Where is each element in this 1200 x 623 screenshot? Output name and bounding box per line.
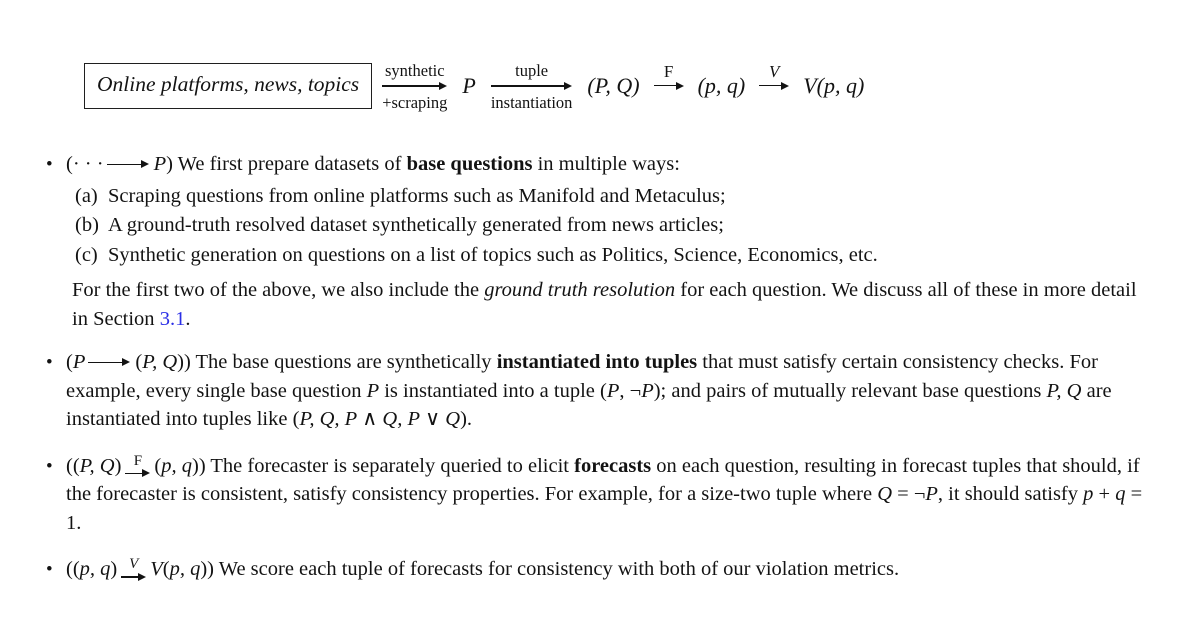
text-run: p, q — [79, 558, 111, 580]
arrow-shaft-icon — [382, 81, 447, 92]
arrow-bottom-label: instantiation — [490, 92, 573, 112]
arrow-bottom-label: +scraping — [382, 92, 448, 112]
text-run: (· · · — [66, 153, 104, 175]
text-run: P, Q — [142, 351, 178, 373]
text-run: P, Q, P — [299, 408, 358, 430]
text-run: , it should satisfy — [937, 483, 1084, 505]
list-item-text: Synthetic generation on questions on a list of topics such as Politics, Science, Economics, etc. — [108, 243, 878, 266]
node-P: P — [462, 72, 476, 98]
synthetic-scraping-arrow — [382, 61, 447, 112]
text-run: p, q — [169, 558, 201, 580]
text-run: ∨ — [420, 408, 446, 430]
list-item-label: (c) — [75, 243, 98, 266]
violation-arrow — [759, 63, 789, 91]
text-run: for each question. We discuss all of these in more detail in Section — [72, 279, 1137, 330]
text-run: ) — [110, 558, 118, 580]
list-item-text: A ground-truth resolved dataset synthetically generated from news articles; — [108, 214, 724, 236]
node-PQ: (P, Q) — [587, 72, 640, 98]
text-run: )) We score each tuple of forecasts for consistency with both of our violation metrics. — [200, 558, 900, 580]
text-run: that must satisfy certain consistency checks. For example, every single base question — [66, 351, 1098, 402]
text-run: + — [1093, 483, 1116, 505]
text-run: P — [606, 379, 620, 402]
text-run: p — [1083, 483, 1094, 505]
text-run: forecasts — [574, 454, 652, 477]
ground-truth-note — [72, 276, 1154, 333]
tuple-instantiation-arrow — [491, 61, 573, 112]
text-run: ground truth resolution — [484, 279, 676, 301]
bullet-icon: • — [46, 455, 53, 477]
text-run: Q, P — [382, 408, 420, 430]
text-run: p, q — [161, 454, 192, 477]
over-arrow-label: V — [129, 556, 139, 573]
script-V-over-arrow-icon — [121, 558, 146, 582]
long-arrow-icon — [107, 160, 149, 168]
bullet-base-questions — [44, 150, 1154, 333]
bullet-body-text — [66, 555, 1154, 584]
text-run: ( — [135, 351, 143, 373]
text-run: ) We first prepare datasets of — [166, 153, 407, 175]
arrow-top-label: tuple — [515, 60, 549, 80]
text-run: ∧ — [357, 408, 383, 430]
list-item — [66, 241, 1154, 271]
text-run: For the first two of the above, we also include the — [72, 279, 485, 301]
bullet-lead-text — [66, 150, 1154, 179]
text-run: V — [150, 558, 163, 580]
list-item-label: (a) — [75, 184, 98, 207]
arrow-shaft-icon — [759, 80, 789, 91]
section-link[interactable]: 3.1 — [159, 307, 186, 330]
text-run: . — [185, 307, 191, 330]
source-box-label: Online platforms, news, topics — [97, 72, 360, 97]
text-run: P — [366, 379, 380, 402]
bullet-icon: • — [46, 352, 53, 373]
arrow-shaft-icon — [125, 468, 150, 479]
bullet-icon: • — [46, 154, 53, 175]
script-V-label: V — [769, 62, 780, 81]
source-box — [84, 63, 372, 109]
arrow-shaft-icon — [121, 571, 146, 582]
text-run: ( — [154, 454, 162, 477]
text-run: Q — [445, 408, 461, 430]
pipeline-diagram — [84, 40, 1154, 132]
text-run: q — [1115, 483, 1126, 505]
base-question-sources-list — [66, 182, 1154, 271]
text-run: P — [72, 351, 86, 373]
text-run: (( — [66, 454, 80, 477]
arrow-shaft-icon — [654, 80, 684, 91]
blackboard-F-label: F — [663, 62, 674, 81]
text-run: on each question, resulting in forecast tuples that should, if the forecaster is consistent, satisfy consistency properties. For example, for a size-two tuple where — [66, 454, 1140, 505]
text-run: ( — [162, 558, 170, 580]
long-arrow-icon — [88, 358, 130, 366]
list-item-text: Scraping questions from online platforms such as Manifold and Metaculus; — [108, 184, 726, 207]
arrow-shaft-icon — [491, 81, 573, 92]
text-run: ). — [460, 408, 473, 430]
text-run: ) — [114, 454, 122, 477]
bullet-body-text — [66, 452, 1154, 538]
bullet-forecasts — [44, 452, 1154, 538]
text-run: )) The base questions are synthetically — [177, 351, 497, 373]
text-run: Q — [877, 483, 893, 505]
list-item — [66, 182, 1154, 212]
blackboard-F-over-arrow-icon — [125, 452, 150, 479]
bullet-instantiation — [44, 348, 1154, 434]
text-run: = 1. — [66, 483, 1143, 534]
over-arrow-label: F — [133, 452, 143, 469]
node-pq-forecasts: (p, q) — [697, 72, 746, 98]
forecaster-arrow — [654, 63, 684, 91]
text-run: P — [641, 379, 654, 402]
text-run: is instantiated into a tuple ( — [379, 379, 607, 402]
text-run: ( — [66, 351, 73, 373]
text-run: P — [925, 483, 938, 505]
text-run: base questions — [406, 153, 533, 175]
bullet-body-text — [66, 348, 1154, 434]
text-run: are instantiated into tuples like ( — [66, 379, 1112, 430]
arrow-top-label: synthetic — [385, 60, 445, 80]
text-run: P, Q — [1046, 379, 1082, 402]
text-run: )) The forecaster is separately queried to elicit — [192, 454, 575, 477]
text-run: = ¬ — [892, 483, 926, 505]
list-item-label: (b) — [75, 214, 99, 236]
text-run: instantiated into tuples — [496, 351, 698, 373]
text-run: P, Q — [79, 454, 115, 477]
text-run: in multiple ways: — [532, 153, 680, 175]
bullet-icon: • — [46, 559, 53, 580]
text-run: , ¬ — [619, 379, 642, 402]
text-run: (( — [66, 558, 80, 580]
bullet-scoring — [44, 555, 1154, 584]
list-item — [66, 211, 1154, 241]
node-violation: V(p, q) — [803, 72, 865, 98]
text-run: ); and pairs of mutually relevant base questions — [653, 379, 1047, 402]
text-run: P — [153, 153, 167, 175]
